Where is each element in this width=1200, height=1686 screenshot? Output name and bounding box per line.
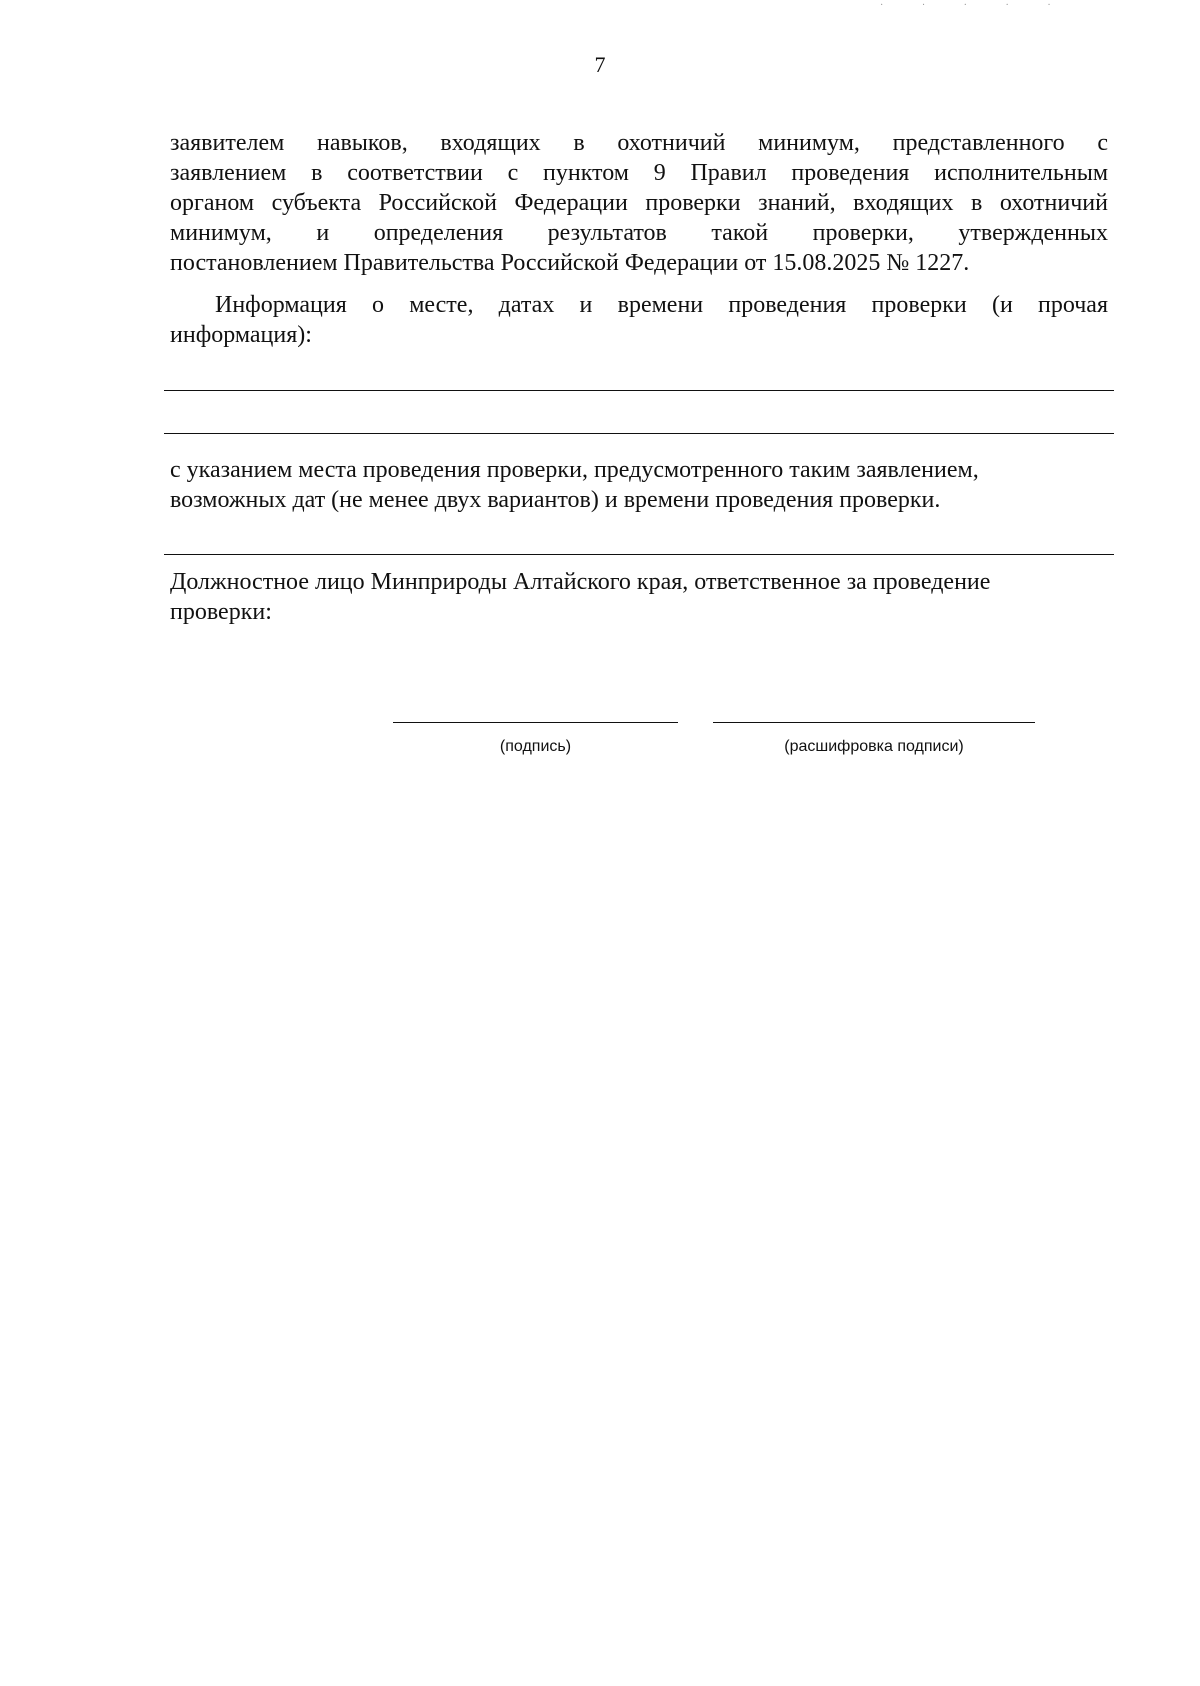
signature-line [393,722,678,723]
paragraph-applicant-skills [170,128,1108,278]
text-line: информация): [170,322,312,348]
text-line: постановлением Правительства Российской Федерации от 15.08.2025 № 1227. [170,250,970,276]
text-line: органом субъекта Российской Федерации проверки знаний, входящих в охотничий [170,190,1108,216]
paragraph-info-heading [170,290,1108,350]
scan-artifacts: · · · · · [880,0,1069,11]
text-line: возможных дат (не менее двух вариантов) и времени проведения проверки. [170,487,941,513]
text-line: Информация о месте, датах и времени проведения проверки (и прочая [215,292,1108,318]
signature-decryption-label: (расшифровка подписи) [784,738,964,755]
text-line: Должностное лицо Минприроды Алтайского края, ответственное за проведение [170,569,991,595]
text-line: проверки: [170,599,272,625]
fill-in-line [164,390,1114,391]
paragraph-place-dates-note [170,455,1108,515]
fill-in-line [164,433,1114,434]
page-number: 7 [594,52,606,77]
text-line: минимум, и определения результатов такой проверки, утвержденных [170,220,1108,246]
paragraph-official [170,567,1108,627]
text-line: заявлением в соответствии с пунктом 9 Правил проведения исполнительным [170,160,1108,186]
signature-decryption-line [713,722,1035,723]
text-line: с указанием места проведения проверки, предусмотренного таким заявлением, [170,457,979,483]
text-line: заявителем навыков, входящих в охотничий минимум, представленного с [170,130,1108,156]
separator-line [164,554,1114,555]
signature-label: (подпись) [499,738,572,755]
